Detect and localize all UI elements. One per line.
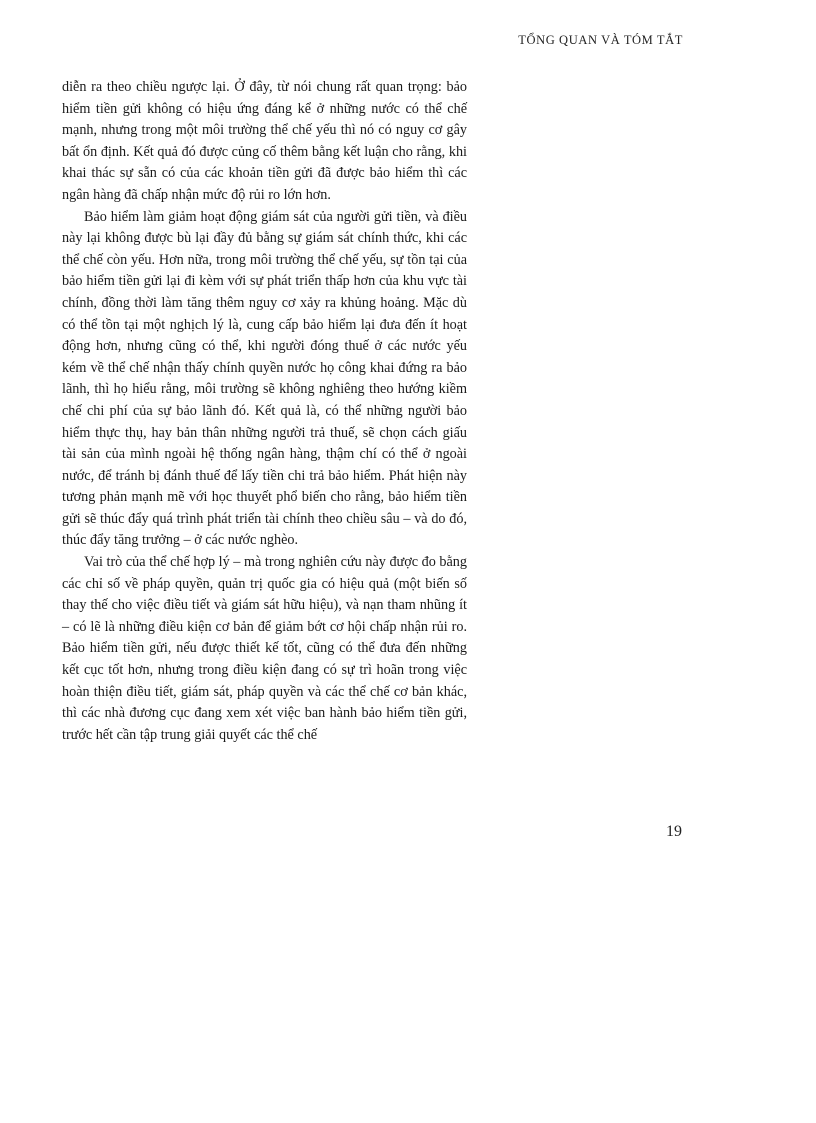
body-text xyxy=(62,77,467,746)
paragraph-institutions-role: Vai trò của thể chế hợp lý – mà trong nghiên cứu này được đo bằng các chỉ số về pháp quyền, quản trị quốc gia có hiệu quả (một biến số thay thế cho việc điều tiết và giám sát hữu hiệu), và nạn tham nhũng ít – có lẽ là những điều kiện cơ bản để giảm bớt cơ hội chấp nhận rủi ro. Bảo hiểm tiền gửi, nếu được thiết kế tốt, cũng có thể đưa đến những kết cục tốt hơn, nhưng trong điều kiện đang có sự trì hoãn trong việc hoàn thiện điều tiết, giám sát, pháp quyền và các thể chế cơ bản khác, thì các nhà đương cục đang xem xét việc ban hành bảo hiểm tiền gửi, trước hết cần tập trung giải quyết các thể chế xyxy=(62,554,467,743)
paragraph-continuation: diễn ra theo chiều ngược lại. Ở đây, từ nói chung rất quan trọng: bảo hiểm tiền gửi không có hiệu ứng đáng kể ở những nước có thể chế mạnh, nhưng trong một môi trường thể chế yếu thì nó có nguy cơ gây bất ổn định. Kết quả đó được củng cố thêm bằng kết luận cho rằng, khi khai thác sự sẵn có của các khoản tiền gửi đã được bảo hiểm thì các ngân hàng đã chấp nhận mức độ rủi ro lớn hơn. xyxy=(62,79,467,203)
page-number: 19 xyxy=(666,823,682,840)
paragraph-deposit-insurance-monitoring: Bảo hiểm làm giảm hoạt động giám sát của người gửi tiền, và điều này lại không được bù lại đầy đủ bằng sự giám sát chính thức, khi các thể chế còn yếu. Hơn nữa, trong môi trường thể chế yếu, sự tồn tại của bảo hiểm tiền gửi lại đi kèm với sự phát triển thấp hơn của khu vực tài chính, đồng thời làm tăng thêm nguy cơ xảy ra khủng hoảng. Mặc dù có thể tồn tại một nghịch lý là, cung cấp bảo hiểm lại đưa đến ít hoạt động hơn, nhưng cũng có thể, khi người đóng thuế ở các nước yếu kém về thể chế nhận thấy chính quyền nước họ công khai đứng ra bảo lãnh, thì họ hiểu rằng, môi trường sẽ không nghiêng theo hướng kiềm chế chi phí của sự bảo lãnh đó. Kết quả là, có thể những người bảo hiểm thực thụ, hay bản thân những người trả thuế, sẽ chọn cách giấu tài sản của mình ngoài hệ thống ngân hàng, thậm chí có thể ở ngoài nước, để tránh bị đánh thuế để lấy tiền chi trả bảo hiểm. Phát hiện này tương phản mạnh mẽ với học thuyết phổ biến cho rằng, bảo hiểm tiền gửi sẽ thúc đẩy quá trình phát triển tài chính theo chiều sâu – và do đó, thúc đẩy tăng trưởng – ở các nước nghèo. xyxy=(62,208,467,549)
running-header: TỔNG QUAN VÀ TÓM TẮT xyxy=(518,33,683,47)
